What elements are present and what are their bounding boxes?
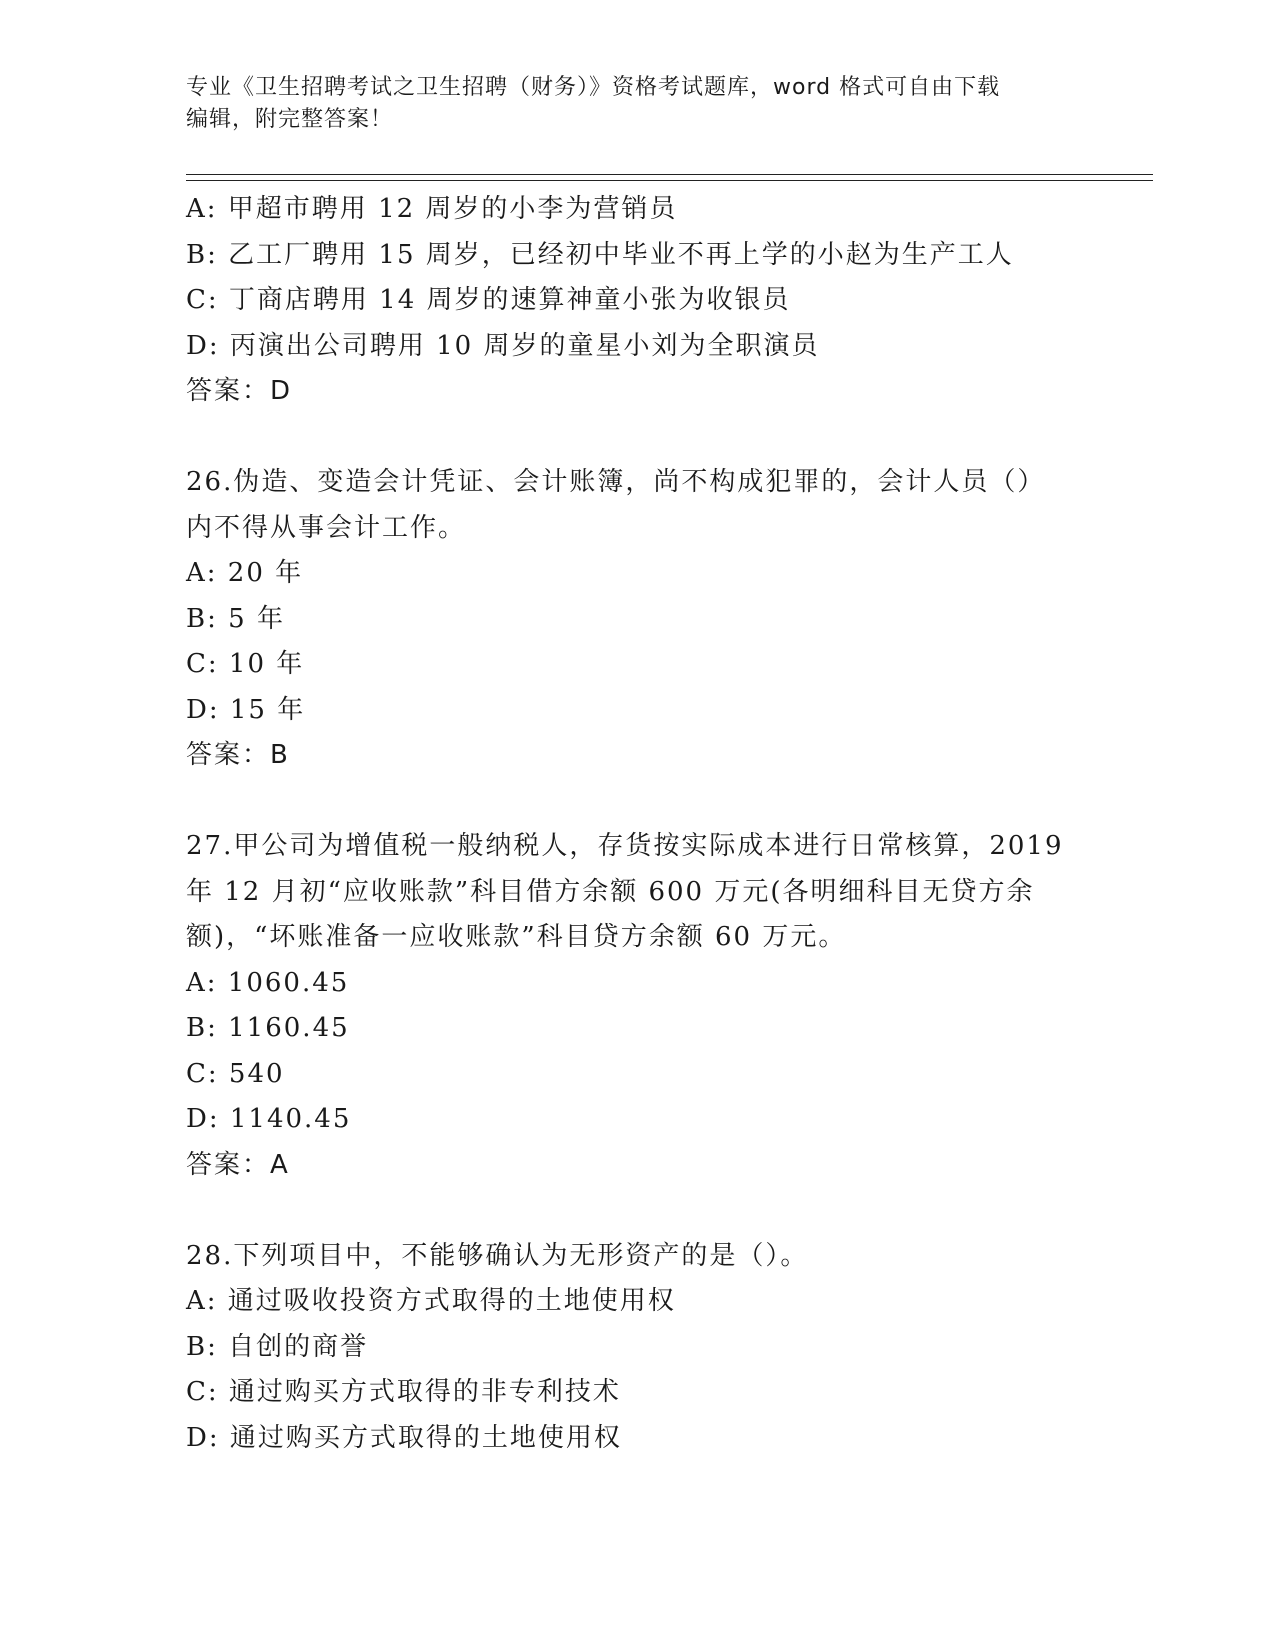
option-c: C: 丁商店聘用 14 周岁的速算神童小张为收银员 bbox=[186, 285, 791, 315]
option-d: D: 丙演出公司聘用 10 周岁的童星小刘为全职演员 bbox=[186, 330, 820, 361]
question-stem: 额)，“坏账准备一应收账款”科目贷方余额 60 万元。 bbox=[186, 922, 847, 952]
option-c: C: 10 年 bbox=[186, 649, 305, 679]
question-stem: 27.甲公司为增值税一般纳税人，存货按实际成本进行日常核算，2019 bbox=[186, 831, 1064, 861]
option-c: C: 540 bbox=[186, 1058, 285, 1089]
option-d: D: 1140.45 bbox=[186, 1104, 352, 1134]
header-line-1: 专业《卫生招聘考试之卫生招聘（财务）》资格考试题库，word 格式可自由下载 bbox=[186, 75, 1001, 100]
question-28 bbox=[186, 1234, 1086, 1462]
document-header bbox=[186, 72, 1086, 136]
option-a: A: 1060.45 bbox=[186, 967, 350, 998]
question-26 bbox=[186, 460, 1086, 779]
question-stem: 内不得从事会计工作。 bbox=[186, 512, 467, 543]
question-stem: 26.伪造、变造会计凭证、会计账簿，尚不构成犯罪的，会计人员（） bbox=[186, 467, 1046, 497]
option-b: B: 乙工厂聘用 15 周岁，已经初中毕业不再上学的小赵为生产工人 bbox=[186, 239, 1014, 270]
option-d: D: 通过购买方式取得的土地使用权 bbox=[186, 1422, 622, 1453]
header-line-2: 编辑，附完整答案！ bbox=[186, 107, 394, 132]
question-stem: 年 12 月初“应收账款”科目借方余额 600 万元(各明细科目无贷方余 bbox=[186, 876, 1035, 907]
option-a: A: 甲超市聘用 12 周岁的小李为营销员 bbox=[186, 194, 678, 224]
option-d: D: 15 年 bbox=[186, 694, 306, 725]
option-b: B: 5 年 bbox=[186, 603, 285, 634]
option-a: A: 20 年 bbox=[186, 558, 304, 588]
answer: 答案：B bbox=[186, 740, 290, 770]
question-25 bbox=[186, 187, 1086, 415]
answer: 答案：A bbox=[186, 1149, 290, 1180]
header-divider-top bbox=[186, 174, 1153, 175]
option-a: A: 通过吸收投资方式取得的土地使用权 bbox=[186, 1286, 676, 1316]
question-27 bbox=[186, 824, 1086, 1188]
header-divider-bottom bbox=[186, 180, 1153, 181]
option-b: B: 1160.45 bbox=[186, 1013, 350, 1043]
answer: 答案：D bbox=[186, 376, 293, 406]
question-list bbox=[186, 187, 1086, 1461]
question-stem: 28.下列项目中，不能够确认为无形资产的是（）。 bbox=[186, 1240, 809, 1271]
option-c: C: 通过购买方式取得的非专利技术 bbox=[186, 1377, 621, 1407]
option-b: B: 自创的商誉 bbox=[186, 1331, 369, 1362]
